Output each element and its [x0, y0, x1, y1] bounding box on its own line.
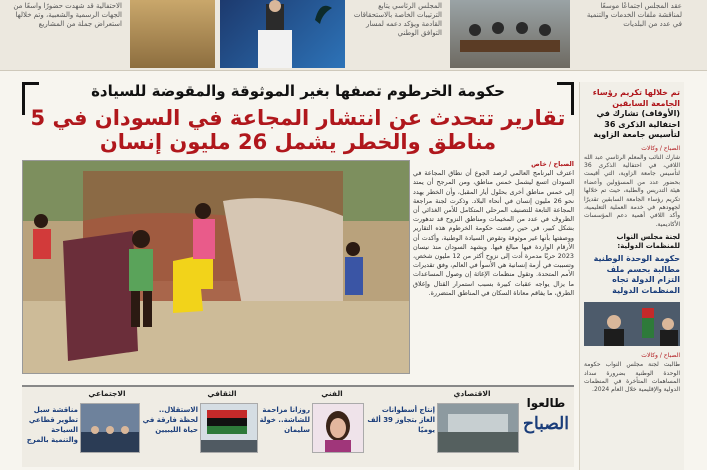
top-photo-speaker: [220, 0, 345, 68]
category-art-text: روزانا مزاحمة للشاشة.. خولة سليمان: [259, 406, 310, 434]
top-column-left-text: الاحتفالية قد شهدت حضورًا واسعًا من الجهات الرسمية والشعبية، وتم خلالها استعراض جملة من المشاريع: [13, 2, 122, 28]
sidebar-text-2: طالبت لجنة مجلس النواب حكومة الوحدة الوطنية بضرورة سداد المساهمات المتأخرة في المنظمات الدولية والإقليمية خلال العام 2024.: [584, 361, 680, 394]
category-culture-label: الثقافي: [207, 389, 237, 398]
category-culture-photo: [200, 403, 258, 453]
sidebar-photo-illustration: [584, 302, 680, 346]
top-strip: [0, 0, 707, 71]
category-economic-text: إنتاج أسطوانات الغاز بتجاوز 39 ألف يوميًا: [367, 406, 435, 434]
category-art-label: الفني: [321, 389, 343, 398]
lead-article: [413, 160, 574, 372]
top-column-left: [0, 0, 125, 70]
top-column-middle: [350, 0, 445, 70]
flag-illustration: [201, 404, 257, 452]
article-body: اعترف البرنامج العالمي لرصد الجوع أن نطاق المجاعة في السودان اتسع ليشمل خمس مناطق، ومن المرجح أن يمتد إلى خمس مناطق أخرى بحلول أيار المقبل، وأن الخطر يهدد نحو 26 مليون إنسان في أنحاء البلاد. وذكرت لجنة مراجعة المجاعة التابعة للتصنيف المرحلي المتكامل للأمن الغذائي أن الظروف في عدد من المخيمات ومناطق النزوح قد تدهورت بشكل كبير، في حين رفضت حكومة الخرطوم هذه التقارير ووصفتها بأنها غير موثوقة وتقوض السيادة الوطنية، وأكدت أن الأرقام الواردة فيها مبالغ فيها. ويشهد السودان منذ نيسان 2023 حربًا مدمرة أدت إلى نزوح أكثر من 12 مليون شخص، وتسببت في أزمة إنسانية هي الأسوأ في العالم، وفق تقديرات الأمم المتحدة. وتقول منظمات الإغاثة إن وصول المساعدات ما يزال يواجه عقبات كبيرة بسبب استمرار القتال وإغلاق الطرق، ما يفاقم معاناة السكان في المناطق المتضررة.: [413, 169, 574, 297]
lead-headline-area: [22, 82, 574, 154]
category-economic-photo: [437, 403, 519, 453]
top-photo-meeting: [450, 0, 570, 68]
category-art-photo: [312, 403, 364, 453]
factory-illustration: [438, 404, 518, 452]
sidebar-dateline-1: الصباح / وكالات: [641, 144, 680, 152]
brand-logo-text: الصباح: [523, 414, 569, 434]
category-social-label: الاجتماعي: [88, 389, 126, 398]
top-column-right-text: عقد المجلس اجتماعًا موسعًا لمناقشة ملفات الخدمات والتنمية في عدد من البلديات: [586, 2, 682, 28]
bottom-teasers: [22, 385, 574, 467]
right-sidebar: [579, 82, 684, 470]
sidebar-headline-2: حكومة الوحدة الوطنية مطالبة بحسم ملف التزام الدولة تجاه المنظمات الدولية: [593, 254, 680, 295]
children-camp-illustration: [23, 161, 409, 373]
category-economic-label: الاقتصادي: [453, 389, 491, 398]
brand-line-read: طالعوا: [526, 396, 566, 410]
sidebar-title-overline: تم خلالها تكريم رؤساء الجامعة السابقين: [592, 88, 680, 108]
lead-headline: تقارير تتحدث عن انتشار المجاعة في السودان في 5 مناطق والخطر يشمل 26 مليون إنسان: [30, 106, 566, 154]
conference-illustration: [81, 404, 139, 452]
sidebar-dateline-2: الصباح / وكالات: [641, 352, 680, 360]
sidebar-title: [580, 82, 684, 143]
brand-promo: [519, 392, 573, 460]
lead-kicker: حكومة الخرطوم تصفها بغير الموثوقة والمقوضة للسيادة: [91, 82, 505, 100]
sidebar-text-1: شارك النائب والمعلم الرئاسي عبد الله اللافي، في احتفالية الذكرى 36 لتأسيس جامعة الزاوية، التي أقيمت بحضور عدد من المسؤولين وأعضاء هيئة التدريس والطلبة، حيث تم خلالها تكريم رؤساء الجامعة السابقين تقديرًا لجهودهم في خدمة العملية التعليمية، وأكد اللافي أهمية دعم المؤسسات الأكاديمية.: [584, 153, 680, 228]
top-column-middle-text: المجلس الرئاسي يتابع الترتيبات الخاصة بالاستحقاقات القادمة ويؤكد دعمه لمسار التوافق الوطني: [353, 2, 442, 37]
meeting-illustration: [450, 0, 570, 68]
category-culture-text: الاستقلال.. لحظة فارقة في حياة الليبيين: [142, 406, 198, 434]
speaker-illustration: [220, 0, 345, 68]
top-column-right: [575, 0, 685, 70]
sidebar-subtitle-2: لجنة مجلس النواب للمنظمات الدولية:: [616, 233, 680, 251]
sidebar-title-main: (الأوقاف) تشارك في احتفالية الذكرى 36 لتأسيس جامعة الزاوية: [593, 109, 680, 139]
main-photo-children: [22, 160, 410, 374]
portrait-illustration: [313, 404, 363, 452]
top-photo-a: [130, 0, 215, 68]
category-social-text: مناقشة سبل تطوير قطاعي السياحة والتنمية بالمرج: [26, 406, 78, 444]
category-social-photo: [80, 403, 140, 453]
sidebar-photo: [584, 302, 680, 346]
article-dateline: الصباح / خاص: [531, 160, 574, 168]
